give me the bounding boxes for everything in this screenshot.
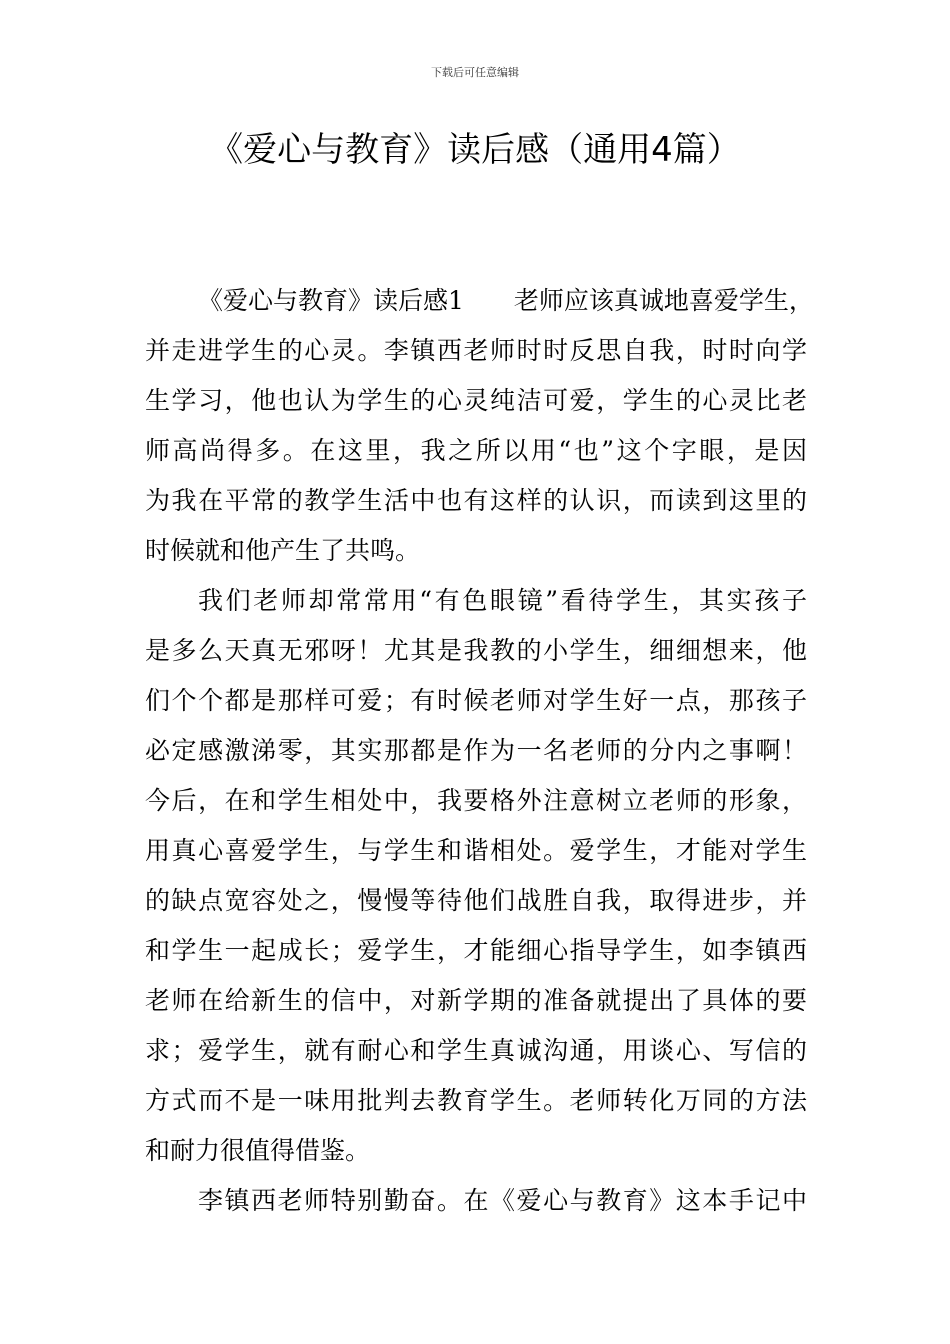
text-line: 方式而不是一味用批判去教育学生。老师转化万同的方法 bbox=[145, 1086, 807, 1115]
text-line: 是多么天真无邪呀！尤其是我教的小学生，细细想来，他 bbox=[145, 636, 807, 665]
text-line: 生学习，他也认为学生的心灵纯洁可爱，学生的心灵比老 bbox=[145, 386, 807, 415]
text-line: 师高尚得多。在这里，我之所以用“也”这个字眼，是因 bbox=[145, 436, 807, 465]
text-line: 《爱心与教育》读后感1 老师应该真诚地喜爱学生， bbox=[198, 286, 814, 315]
text-line: 用真心喜爱学生，与学生和谐相处。爱学生，才能对学生 bbox=[145, 836, 807, 865]
document-title: 《爱心与教育》读后感（通用4篇） bbox=[209, 130, 741, 170]
text-line: 必定感激涕零，其实那都是作为一名老师的分内之事啊！ bbox=[145, 736, 807, 765]
text-line: 并走进学生的心灵。李镇西老师时时反思自我，时时向学 bbox=[145, 336, 807, 365]
text-line: 老师在给新生的信中，对新学期的准备就提出了具体的要 bbox=[145, 986, 807, 1015]
header-note: 下载后可任意编辑 bbox=[431, 66, 519, 79]
text-line: 李镇西老师特别勤奋。在《爱心与教育》这本手记中 bbox=[198, 1186, 807, 1215]
text-line: 的缺点宽容处之，慢慢等待他们战胜自我，取得进步，并 bbox=[145, 886, 807, 915]
document-body bbox=[145, 276, 814, 1226]
text-line: 求；爱学生，就有耐心和学生真诚沟通，用谈心、写信的 bbox=[145, 1036, 807, 1065]
text-line: 今后，在和学生相处中，我要格外注意树立老师的形象， bbox=[145, 786, 807, 815]
text-line: 时候就和他产生了共鸣。 bbox=[145, 536, 421, 565]
text-line: 为我在平常的教学生活中也有这样的认识，而读到这里的 bbox=[145, 486, 807, 515]
text-line: 和学生一起成长；爱学生，才能细心指导学生，如李镇西 bbox=[145, 936, 807, 965]
text-line: 们个个都是那样可爱；有时候老师对学生好一点，那孩子 bbox=[145, 686, 807, 715]
text-line: 和耐力很值得借鉴。 bbox=[145, 1136, 371, 1165]
text-line: 我们老师却常常用“有色眼镜”看待学生，其实孩子 bbox=[198, 586, 807, 615]
